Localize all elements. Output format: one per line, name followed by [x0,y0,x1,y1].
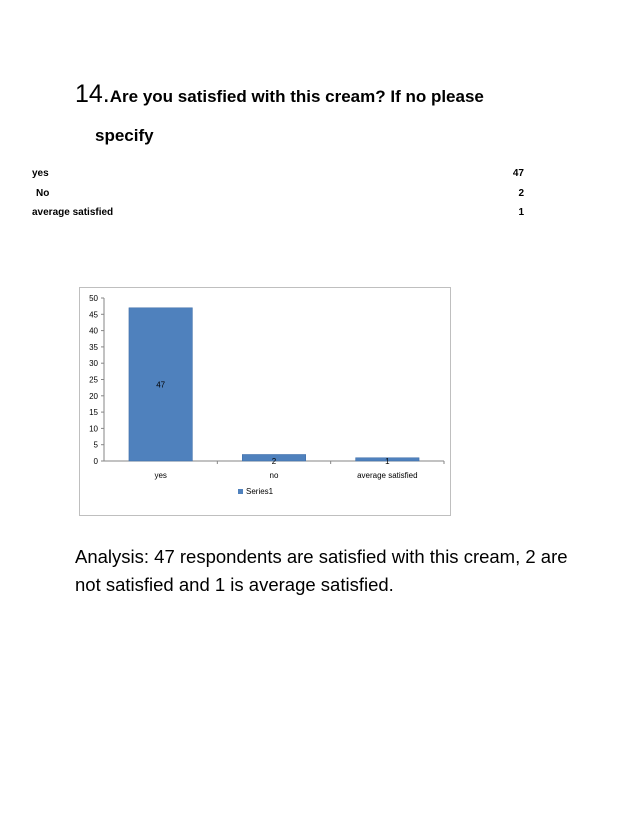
data-label: 47 [156,380,166,390]
question-title [75,80,484,109]
y-tick-label: 45 [89,310,98,320]
y-tick-label: 25 [89,375,98,385]
data-label: 2 [271,457,277,466]
y-tick-label: 30 [89,359,98,369]
row-value: 2 [518,188,524,199]
row-label: yes [32,168,49,179]
row-value: 47 [512,168,524,179]
y-tick-label: 50 [89,294,98,303]
chart-canvas [80,288,450,515]
analysis-text: Analysis: 47 respondents are satisfied with this cream, 2 are not satisfied and 1 is average satisfied. [75,546,568,595]
y-tick-label: 10 [89,424,98,434]
y-tick-label: 40 [89,326,98,336]
row-label: average satisfied [32,207,114,218]
legend-swatch [238,489,243,494]
data-label: 1 [385,457,390,466]
bar-chart [79,287,451,516]
row-label: No [36,188,50,199]
y-tick-label: 35 [89,342,98,352]
question-text: Are you satisfied with this cream? If no please [109,87,484,106]
y-tick-label: 15 [89,408,98,418]
legend-label: Series1 [246,487,274,496]
x-tick-label: average satisfied [357,471,418,480]
question-number: 14. [75,80,110,108]
x-tick-label: yes [154,471,167,480]
y-tick-label: 20 [89,391,98,401]
row-value: 1 [518,207,524,218]
y-tick-label: 5 [93,440,98,450]
x-tick-label: no [269,471,279,480]
question-text-continued: specify [95,126,154,145]
y-tick-label: 0 [93,457,98,466]
